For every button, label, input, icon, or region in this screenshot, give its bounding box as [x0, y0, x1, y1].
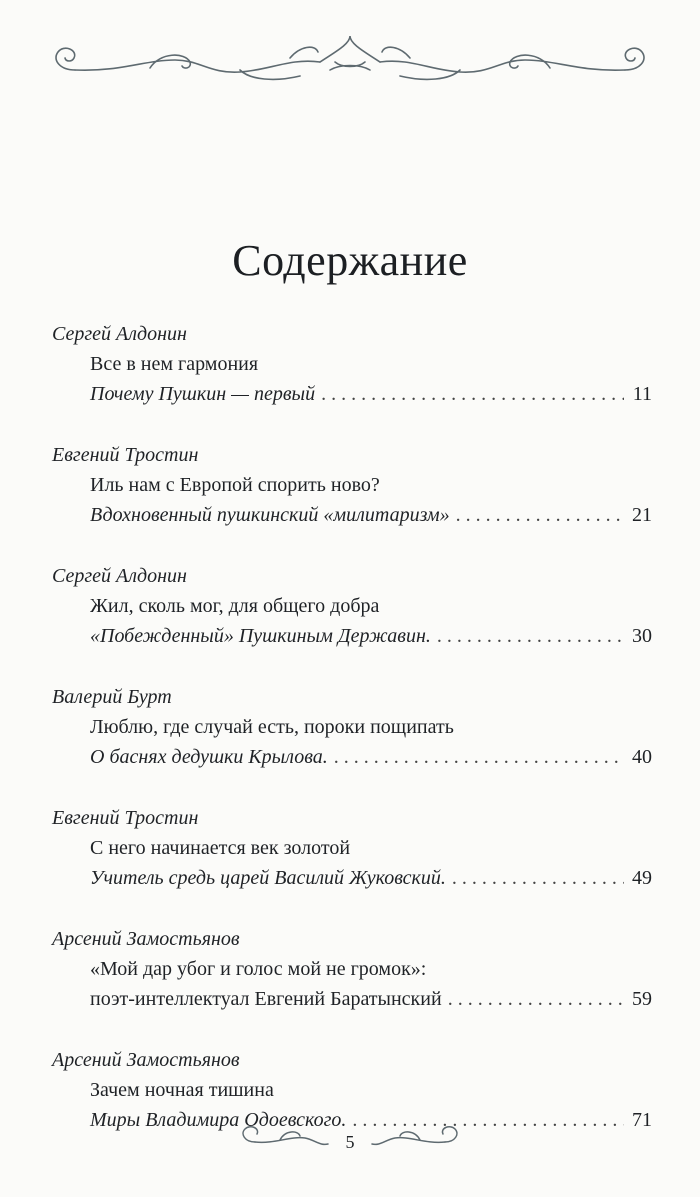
toc-entry: [52, 804, 652, 894]
page-ref: 21: [632, 504, 652, 526]
author-name: Сергей Алдонин: [52, 323, 187, 345]
table-of-contents: [52, 320, 652, 1167]
page-ref: 11: [632, 383, 652, 405]
toc-subtitle-row[interactable]: [90, 743, 652, 773]
essay-title: Все в нем гармония: [90, 353, 259, 375]
page-title: Содержание: [232, 236, 468, 285]
essay-subtitle: поэт-интеллектуал Евгений Баратынский: [90, 988, 442, 1010]
essay-title: Иль нам с Европой спорить ново?: [90, 474, 380, 496]
dot-leader: [456, 501, 624, 530]
author-name: Арсений Замостьянов: [52, 1049, 240, 1071]
author-name: Евгений Тростин: [52, 444, 199, 466]
essay-title: Люблю, где случай есть, пороки пощипать: [90, 716, 454, 738]
essay-title: «Мой дар убог и голос мой не громок»:: [90, 958, 427, 980]
toc-subtitle-row[interactable]: [90, 864, 652, 894]
author-name: Сергей Алдонин: [52, 565, 187, 587]
toc-entry: [52, 925, 652, 1015]
dot-leader: [321, 380, 624, 409]
toc-subtitle-row[interactable]: [90, 985, 652, 1015]
toc-subtitle-row[interactable]: [90, 622, 652, 652]
page-ref: 40: [632, 746, 652, 768]
page-ref: 71: [632, 1109, 652, 1131]
dot-leader: [448, 985, 624, 1014]
toc-entry: [52, 683, 652, 773]
dot-leader: [452, 864, 624, 893]
essay-subtitle: «Побежденный» Пушкиным Державин.: [90, 625, 431, 647]
essay-subtitle: О баснях дедушки Крылова.: [90, 746, 328, 768]
dot-leader: [334, 743, 624, 772]
essay-subtitle: Вдохновенный пушкинский «милитаризм»: [90, 504, 450, 526]
top-ornament: [0, 22, 700, 92]
essay-subtitle: Миры Владимира Одоевского.: [90, 1109, 347, 1131]
essay-title: Жил, сколь мог, для общего добра: [90, 595, 380, 617]
author-name: Евгений Тростин: [52, 807, 199, 829]
author-name: Арсений Замостьянов: [52, 928, 240, 950]
toc-entry: [52, 320, 652, 410]
page-ref: 59: [632, 988, 652, 1010]
author-name: Валерий Бурт: [52, 686, 172, 708]
essay-title: С него начинается век золотой: [90, 837, 351, 859]
toc-entry: [52, 441, 652, 531]
dot-leader: [437, 622, 624, 651]
toc-entry: [52, 562, 652, 652]
page-number: 5: [345, 1132, 355, 1152]
toc-subtitle-row[interactable]: [90, 380, 652, 410]
toc-subtitle-row[interactable]: [90, 501, 652, 531]
page-ref: 49: [632, 867, 652, 889]
essay-subtitle: Почему Пушкин — первый: [90, 383, 316, 405]
page-ref: 30: [632, 625, 652, 647]
essay-title: Зачем ночная тишина: [90, 1079, 274, 1101]
essay-subtitle: Учитель средь царей Василий Жуковский.: [90, 867, 446, 889]
